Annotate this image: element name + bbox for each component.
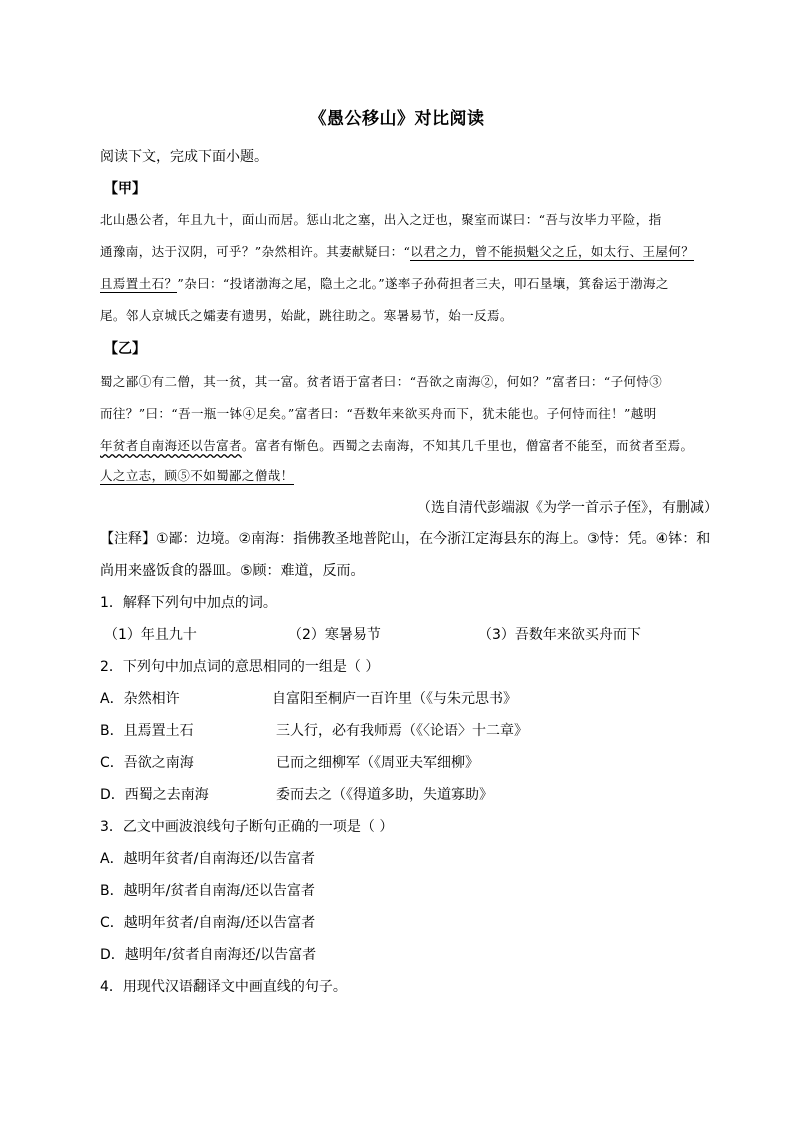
option-left: D．西蜀之去南海 — [100, 787, 209, 803]
wavy-underlined-sentence: 年贫者自南海还以告富者 — [100, 438, 242, 453]
passage-yi-line — [100, 404, 657, 422]
instruction: 阅读下文，完成下面小题。 — [100, 149, 268, 165]
question-2-option — [100, 688, 180, 708]
question-2-option-right: 三人行，必有我师焉（《〈论语〉十二章》 — [276, 723, 528, 739]
passage-text: 而往？”曰：“吾一瓶一钵④足矣。”富者曰：“吾数年来欲买舟而下，犹未能也。子何恃而往！”越明 — [100, 406, 657, 421]
passage-text: ”杂曰：“投诸渤海之尾，隐土之北。”遂率子孙荷担者三夫，叩石垦壤，箕畚运于渤海之 — [177, 276, 669, 291]
notes-line: 【注释】①鄙：边境。②南海：指佛教圣地普陀山，在今浙江定海县东的海上。③恃：凭。④钵：和 — [100, 531, 711, 547]
question-2-option — [100, 784, 209, 804]
notes-line: 尚用来盛饭食的器皿。⑤顾：难道，反而。 — [100, 563, 365, 579]
underlined-sentence: 以君之力，曾不能损魁父之丘，如太行、王屋何？ — [410, 244, 695, 259]
question-1-item: （3）吾数年来欲买舟而下 — [478, 627, 641, 643]
option-left: C．吾欲之南海 — [100, 755, 194, 771]
passage-yi-label: 【乙】 — [104, 341, 146, 357]
passage-jia-label: 【甲】 — [104, 181, 146, 197]
question-2-option-right: 自富阳至桐庐一百许里（《与朱元思书》 — [272, 691, 517, 707]
question-2-option — [100, 752, 194, 772]
question-2-option — [100, 720, 194, 740]
question-3-option: B．越明年/贫者自南海/还以告富者 — [100, 883, 316, 899]
question-3-option: D．越明年/贫者自南海还/以告富者 — [100, 947, 317, 963]
passage-text: 通豫南，达于汉阴，可乎？”杂然相许。其妻献疑曰：“ — [100, 244, 411, 259]
question-3-option: C．越明年贫者/自南海/还以告富者 — [100, 915, 316, 931]
passage-jia-line — [100, 306, 513, 324]
passage-jia-line — [100, 210, 662, 228]
passage-yi-line — [100, 372, 662, 390]
question-1-item: （2）寒暑易节 — [288, 627, 381, 643]
passage-text: 北山愚公者，年且九十，面山而居。惩山北之塞，出入之迂也，聚室而谋曰：“吾与汝毕力平险，指 — [100, 212, 662, 227]
question-3-option: A．越明年贫者/自南海还/以告富者 — [100, 851, 316, 867]
question-1-item: （1）年且九十 — [104, 627, 197, 643]
passage-text: 。富者有惭色。西蜀之去南海，不知其几千里也，僧富者不能至，而贫者至焉。 — [241, 438, 694, 453]
passage-yi-line — [100, 436, 693, 454]
underlined-sentence: 且焉置土石？ — [100, 276, 178, 291]
passage-yi-line — [100, 466, 294, 484]
passage-jia-line — [100, 242, 694, 260]
question-1-stem: 1．解释下列句中加点的词。 — [100, 595, 277, 611]
question-2-option-right: 委而去之（《得道多助，失道寡助》 — [276, 787, 493, 803]
question-4-stem: 4．用现代汉语翻译文中画直线的句子。 — [100, 979, 347, 995]
passage-jia-line — [100, 274, 669, 292]
question-2-option-right: 已而之细柳军（《周亚夫军细柳》 — [276, 755, 479, 771]
option-left: A．杂然相许 — [100, 691, 180, 707]
page-title: 《愚公移山》对比阅读 — [309, 109, 485, 129]
question-3-stem: 3．乙文中画波浪线句子断句正确的一项是（ ） — [100, 819, 394, 835]
passage-text: 尾。邻人京城氏之孀妻有遗男，始龀，跳往助之。寒暑易节，始一反焉。 — [100, 308, 513, 323]
passage-source: （选自清代彭端淑《为学一首示子侄》，有删减） — [417, 500, 718, 516]
question-2-stem: 2．下列句中加点词的意思相同的一组是（ ） — [100, 659, 380, 675]
option-left: B．且焉置土石 — [100, 723, 194, 739]
passage-text: 蜀之鄙①有二僧，其一贫，其一富。贫者语于富者曰：“吾欲之南海②，何如？”富者曰：“子何恃③ — [100, 374, 663, 389]
underlined-sentence: 人之立志，顾⑤不如蜀鄙之僧哉！ — [100, 468, 294, 483]
